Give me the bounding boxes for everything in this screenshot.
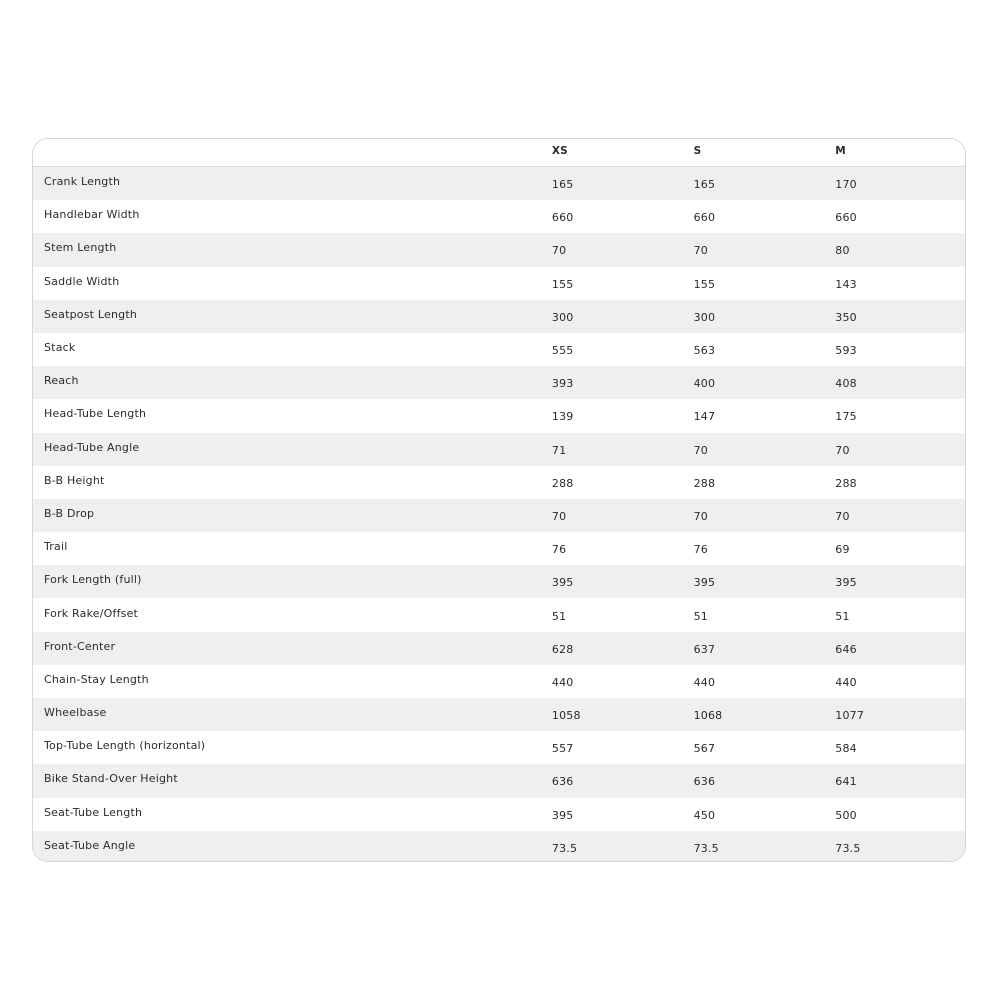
cell-m: 73.5 [835, 841, 861, 855]
header-size-m: M [835, 144, 846, 157]
cell-m: 288 [835, 476, 857, 490]
cell-s: 567 [693, 742, 716, 756]
cell-xs: 395 [551, 576, 574, 590]
cell-m: 175 [835, 410, 857, 424]
table-row [33, 598, 965, 631]
row-label: Head-Tube Angle [44, 440, 140, 454]
cell-s: 563 [693, 344, 716, 358]
cell-m: 170 [835, 178, 857, 192]
table-row [33, 433, 965, 466]
cell-xs: 155 [551, 277, 574, 291]
row-label: Stack [44, 341, 76, 355]
cell-m: 440 [835, 675, 857, 689]
cell-s: 165 [693, 178, 716, 192]
row-label: Front-Center [44, 639, 116, 653]
row-label: B-B Drop [44, 506, 95, 520]
cell-xs: 440 [551, 675, 574, 689]
cell-m: 593 [835, 344, 857, 358]
table-row [33, 565, 965, 598]
cell-m: 350 [835, 310, 857, 324]
cell-xs: 70 [551, 244, 567, 258]
cell-m: 641 [835, 775, 857, 789]
row-label: Trail [44, 540, 68, 554]
row-label: Bike Stand-Over Height [44, 772, 178, 786]
cell-s: 1068 [693, 709, 723, 723]
cell-s: 400 [693, 377, 716, 391]
cell-s: 70 [693, 509, 708, 523]
cell-xs: 555 [551, 344, 574, 358]
cell-xs: 139 [551, 410, 574, 424]
cell-s: 636 [693, 775, 716, 789]
cell-xs: 1058 [551, 709, 581, 723]
row-label: B-B Height [44, 473, 105, 487]
cell-m: 69 [835, 543, 850, 557]
cell-xs: 71 [551, 443, 567, 457]
cell-m: 70 [835, 443, 850, 457]
cell-s: 660 [693, 211, 716, 225]
row-label: Seat-Tube Angle [44, 838, 136, 852]
cell-s: 440 [693, 675, 716, 689]
cell-xs: 557 [551, 742, 574, 756]
cell-s: 51 [693, 609, 708, 623]
row-label: Wheelbase [44, 706, 107, 720]
cell-xs: 395 [551, 808, 574, 822]
cell-s: 70 [693, 443, 708, 457]
row-label: Seat-Tube Length [44, 805, 143, 819]
table-row [33, 632, 965, 665]
cell-m: 408 [835, 377, 857, 391]
cell-s: 147 [693, 410, 716, 424]
cell-m: 51 [835, 609, 850, 623]
cell-m: 80 [835, 244, 850, 258]
header-size-xs: XS [551, 144, 568, 157]
cell-m: 395 [835, 576, 857, 590]
cell-s: 70 [693, 244, 708, 258]
row-label: Reach [44, 374, 79, 388]
table-row [33, 167, 965, 200]
table-header-row [33, 139, 965, 167]
cell-m: 660 [835, 211, 857, 225]
table-row [33, 831, 965, 862]
row-label: Crank Length [44, 175, 121, 189]
cell-s: 450 [693, 808, 716, 822]
table-row [33, 200, 965, 233]
table-row [33, 764, 965, 797]
table-row [33, 466, 965, 499]
table-row [33, 366, 965, 399]
row-label: Top-Tube Length (horizontal) [44, 739, 206, 753]
table-row [33, 300, 965, 333]
cell-xs: 73.5 [551, 841, 578, 855]
cell-s: 155 [693, 277, 716, 291]
cell-xs: 165 [551, 178, 574, 192]
table-row [33, 731, 965, 764]
table-row [33, 233, 965, 266]
cell-xs: 70 [551, 509, 567, 523]
table-row [33, 399, 965, 432]
row-label: Chain-Stay Length [44, 672, 149, 686]
table-row [33, 333, 965, 366]
cell-xs: 76 [551, 543, 567, 557]
table-row [33, 698, 965, 731]
row-label: Fork Length (full) [44, 573, 142, 587]
table-row [33, 798, 965, 831]
row-label: Seatpost Length [44, 307, 137, 321]
cell-m: 1077 [835, 709, 865, 723]
cell-xs: 636 [551, 775, 574, 789]
cell-s: 288 [693, 476, 716, 490]
cell-s: 73.5 [693, 841, 719, 855]
cell-xs: 660 [551, 211, 574, 225]
cell-m: 143 [835, 277, 857, 291]
table-row [33, 532, 965, 565]
cell-m: 646 [835, 642, 857, 656]
cell-s: 395 [693, 576, 716, 590]
row-label: Fork Rake/Offset [44, 606, 139, 620]
row-label: Handlebar Width [44, 208, 140, 222]
cell-s: 637 [693, 642, 716, 656]
table-body [33, 167, 965, 862]
header-size-s: S [693, 144, 702, 157]
cell-s: 76 [693, 543, 708, 557]
cell-xs: 51 [551, 609, 567, 623]
cell-s: 300 [693, 310, 716, 324]
cell-m: 70 [835, 509, 850, 523]
table-row [33, 499, 965, 532]
geometry-table [32, 138, 966, 862]
cell-xs: 300 [551, 310, 574, 324]
cell-xs: 288 [551, 476, 574, 490]
cell-m: 500 [835, 808, 857, 822]
table-row [33, 267, 965, 300]
cell-m: 584 [835, 742, 857, 756]
row-label: Saddle Width [44, 274, 120, 288]
row-label: Head-Tube Length [44, 407, 147, 421]
table-row [33, 665, 965, 698]
cell-xs: 628 [551, 642, 574, 656]
cell-xs: 393 [551, 377, 574, 391]
row-label: Stem Length [44, 241, 117, 255]
